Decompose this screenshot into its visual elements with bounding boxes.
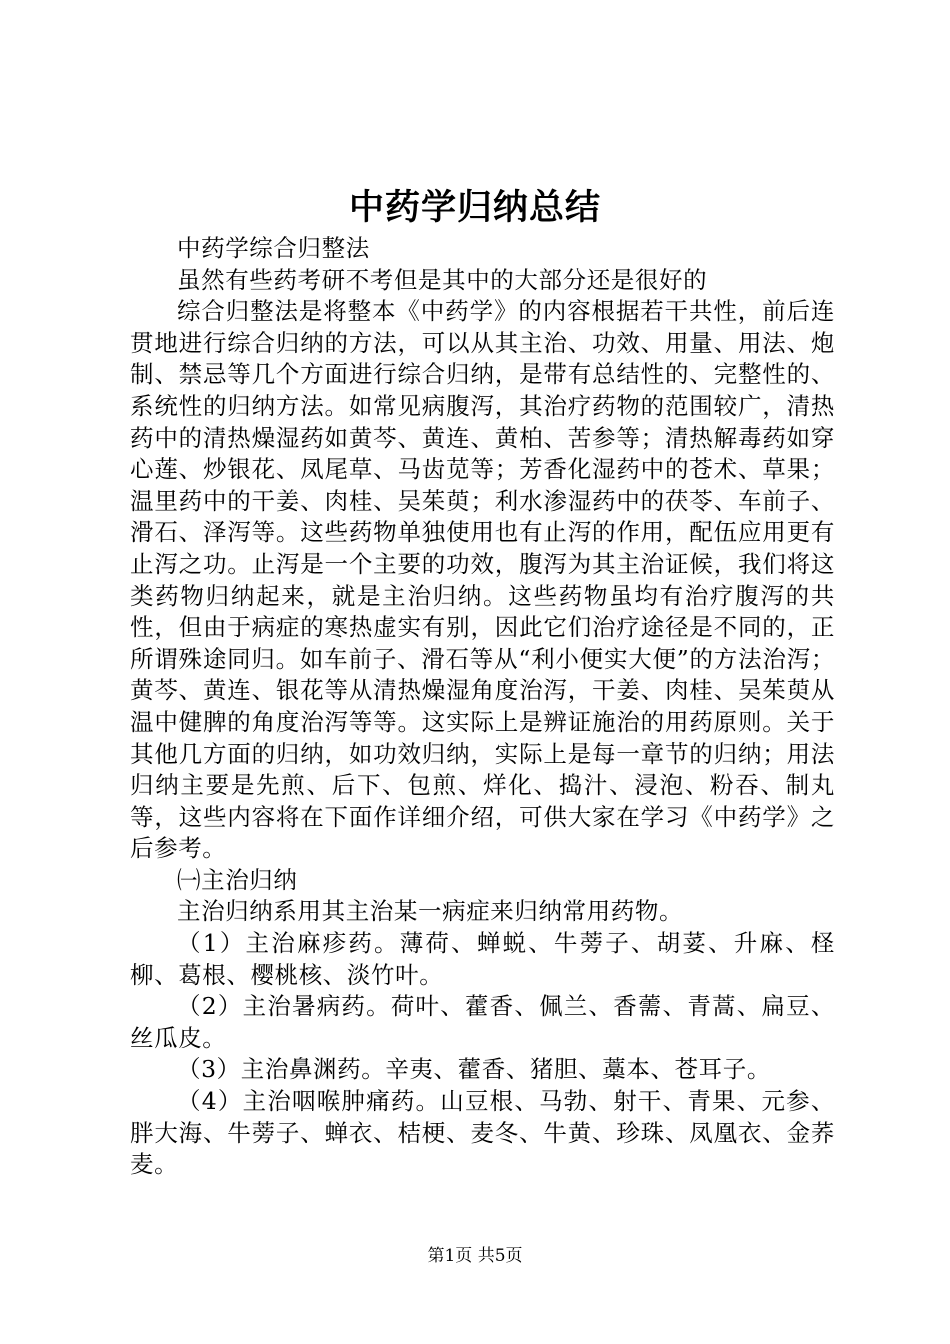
- list-item: （2）主治暑病药。荷叶、藿香、佩兰、香薷、青蒿、扁豆、丝瓜皮。: [130, 992, 835, 1052]
- document-body: [130, 233, 835, 1181]
- list-item: （1）主治麻疹药。薄荷、蝉蜕、牛蒡子、胡荽、升麻、柽柳、葛根、樱桃核、淡竹叶。: [130, 929, 835, 989]
- paragraph-section-intro: 主治归纳系用其主治某一病症来归纳常用药物。: [177, 897, 684, 926]
- section-heading: ㈠主治归纳: [177, 865, 298, 894]
- list-item: （4）主治咽喉肿痛药。山豆根、马勃、射干、青果、元参、胖大海、牛蒡子、蝉衣、桔梗、麦冬、牛黄、珍珠、凤凰衣、金荞麦。: [130, 1087, 835, 1179]
- paragraph-note: 虽然有些药考研不考但是其中的大部分还是很好的: [177, 265, 708, 294]
- document-title: 中药学归纳总结: [348, 188, 601, 228]
- paragraph-intro: 综合归整法是将整本《中药学》的内容根据若干共性，前后连贯地进行综合归纳的方法，可以从其主治、功效、用量、用法、炮制、禁忌等几个方面进行综合归纳，是带有总结性的、完整性的、系统性的归纳方法。如常见病腹泻，其治疗药物的范围较广，清热药中的清热燥湿药如黄芩、黄连、黄柏、苦参等；清热解毒药如穿心莲、炒银花、凤尾草、马齿苋等；芳香化湿药中的苍术、草果；温里药中的干姜、肉桂、吴茱萸；利水渗湿药中的茯苓、车前子、滑石、泽泻等。这些药物单独使用也有止泻的作用，配伍应用更有止泻之功。止泻是一个主要的功效，腹泻为其主治证候，我们将这类药物归纳起来，就是主治归纳。这些药物虽均有治疗腹泻的共性，但由于病症的寒热虚实有别，因此它们治疗途径是不同的，正所谓殊途同归。如车前子、滑石等从“利小便实大便”的方法治泻；黄芩、黄连、银花等从清热燥湿角度治泻，干姜、肉桂、吴茱萸从温中健脾的角度治泻等等。这实际上是辨证施治的用药原则。关于其他几方面的归纳，如功效归纳，实际上是每一章节的归纳；用法归纳主要是先煎、后下、包煎、烊化、捣汁、浸泡、粉吞、制丸等，这些内容将在下面作详细介绍，可供大家在学习《中药学》之后参考。: [130, 297, 835, 863]
- paragraph-subtitle: 中药学综合归整法: [177, 234, 370, 262]
- page-footer: 第1页 共5页: [427, 1246, 523, 1266]
- list-item: （3）主治鼻渊药。辛夷、藿香、猪胆、藁本、苍耳子。: [177, 1055, 771, 1084]
